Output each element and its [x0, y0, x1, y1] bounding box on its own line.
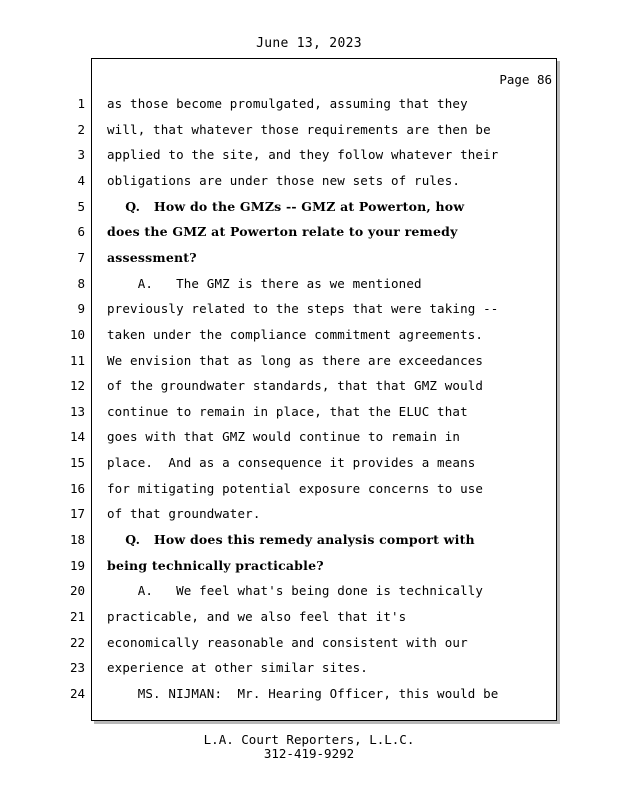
line-text: obligations are under those new sets of rules. [107, 172, 461, 188]
transcript-line [0, 147, 618, 167]
transcript-line [0, 635, 618, 655]
transcript-date: June 13, 2023 [256, 36, 362, 51]
line-text: practicable, and we also feel that it's [107, 609, 407, 624]
line-text: being technically practicable? [107, 557, 324, 573]
line-text: will, that whatever those requirements are then be [107, 121, 491, 137]
transcript-line [0, 122, 618, 142]
transcript-line [0, 353, 618, 373]
line-text: economically reasonable and consistent with our [107, 634, 468, 650]
line-text: taken under the compliance commitment agreements. [107, 326, 484, 342]
line-text: place. And as a consequence it provides a means [107, 455, 476, 471]
transcript-line [0, 583, 618, 603]
line-text: A. We feel what's being done is technically [107, 583, 484, 599]
line-text: goes with that GMZ would continue to remain in [107, 429, 461, 445]
footer-phone: 312-419-9292 [263, 746, 355, 761]
line-text: continue to remain in place, that the ELUC that [107, 403, 468, 419]
line-number: 7 [77, 249, 85, 265]
line-text: Q. How does this remedy analysis comport with [107, 532, 475, 548]
transcript-line [0, 455, 618, 475]
line-number: 13 [69, 403, 85, 419]
transcript-line [0, 276, 618, 296]
footer [0, 733, 618, 761]
line-number: 14 [69, 429, 85, 445]
transcript-line [0, 558, 618, 578]
line-text: applied to the site, and they follow whatever their [107, 147, 499, 163]
line-number: 8 [77, 275, 85, 291]
line-text: MS. NIJMAN: Mr. Hearing Officer, this would be [107, 685, 499, 701]
line-text: assessment? [107, 249, 197, 265]
line-number: 22 [69, 634, 85, 650]
line-text: Q. How do the GMZs -- GMZ at Powerton, how [107, 198, 465, 214]
line-text: does the GMZ at Powerton relate to your remedy [107, 224, 458, 240]
transcript-line [0, 506, 618, 526]
line-number: 2 [77, 121, 85, 137]
line-number: 10 [69, 326, 85, 342]
line-number: 21 [69, 609, 85, 624]
transcript-line [0, 199, 618, 219]
transcript-line [0, 378, 618, 398]
transcript-line [0, 173, 618, 193]
transcript-line [0, 660, 618, 680]
line-number: 20 [69, 583, 85, 599]
line-number: 12 [69, 378, 85, 394]
line-number: 5 [77, 198, 85, 214]
transcript-line [0, 301, 618, 321]
line-number: 9 [77, 301, 85, 317]
transcript-line [0, 429, 618, 449]
line-number: 19 [69, 557, 85, 573]
transcript-line [0, 609, 618, 629]
line-number: 3 [77, 147, 85, 163]
transcript-line [0, 532, 618, 552]
line-number: 11 [69, 352, 85, 368]
line-text: experience at other similar sites. [107, 660, 368, 676]
transcript-line [0, 250, 618, 270]
transcript-line [0, 96, 618, 116]
line-text: of that groundwater. [107, 506, 261, 522]
line-number: 4 [77, 172, 85, 188]
line-text: of the groundwater standards, that that GMZ would [107, 378, 484, 394]
line-number: 6 [77, 224, 85, 240]
line-number: 16 [69, 480, 85, 496]
line-number: 1 [77, 96, 85, 111]
transcript-line [0, 686, 618, 706]
line-number: 17 [69, 506, 85, 522]
transcript-line [0, 327, 618, 347]
transcript-line [0, 404, 618, 424]
line-number: 18 [69, 532, 85, 548]
line-text: We envision that as long as there are exceedances [107, 352, 484, 368]
line-text: as those become promulgated, assuming that they [107, 96, 468, 111]
line-number: 24 [69, 685, 85, 701]
line-text: for mitigating potential exposure concerns to use [107, 480, 484, 496]
page-number: Page 86 [499, 72, 552, 87]
line-text: previously related to the steps that were taking -- [107, 301, 499, 317]
line-text: A. The GMZ is there as we mentioned [107, 275, 422, 291]
line-number: 15 [69, 455, 85, 471]
transcript-line [0, 481, 618, 501]
footer-company: L.A. Court Reporters, L.L.C. [203, 732, 415, 747]
line-number: 23 [69, 660, 85, 676]
transcript-line [0, 224, 618, 244]
